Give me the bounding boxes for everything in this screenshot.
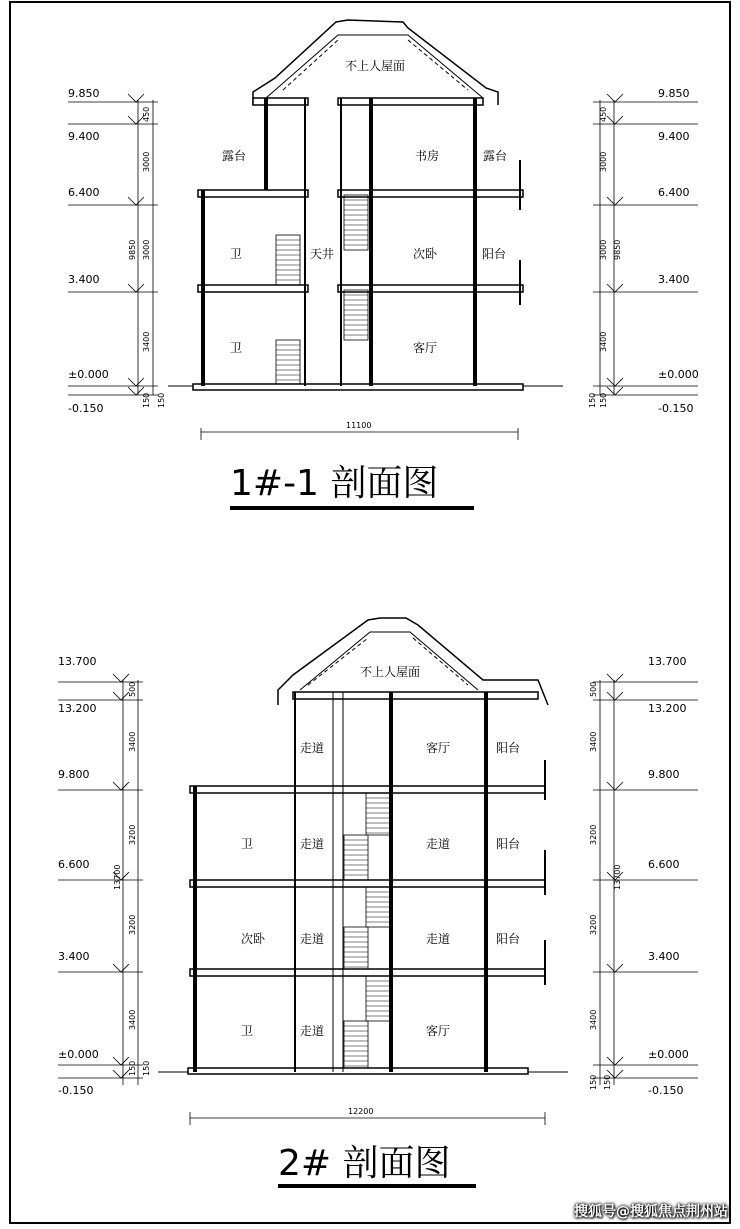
s2-dim-left-3: 3200 [128, 914, 137, 935]
s2-dim-left-7: 150 [142, 1060, 151, 1076]
s2-dim-right-0: 500 [589, 681, 598, 697]
s1-dim-left-2: 3000 [142, 239, 151, 260]
s1-dim-right-1: 3000 [599, 151, 608, 172]
s1-dim-right-3: 3400 [599, 331, 608, 352]
s2-room-corridor-1f: 走道 [300, 1024, 325, 1038]
s1-elev-left-2: 6.400 [68, 186, 100, 199]
s1-dim-left-1: 3000 [142, 151, 151, 172]
s2-dim-right-total: 13700 [613, 864, 622, 890]
s2-elev-left-2: 9.800 [58, 768, 90, 781]
s1-elev-right-0: 9.850 [658, 87, 690, 100]
s1-dim-right-total: 9850 [613, 239, 622, 260]
s2-room-bedroom-2f: 次卧 [241, 932, 266, 946]
s1-dim-left-4: 150 [142, 392, 151, 408]
s1-dim-left-total: 9850 [128, 239, 137, 260]
s2-room-balcony-3f: 阳台 [496, 837, 521, 851]
s2-dim-right-3: 3200 [589, 914, 598, 935]
s2-dim-left-2: 3200 [128, 824, 137, 845]
s2-elev-right-4: 3.400 [648, 950, 680, 963]
s1-elev-left-0: 9.850 [68, 87, 100, 100]
s2-room-corridor-3f-b: 走道 [426, 837, 451, 851]
s2-room-corridor-2f-b: 走道 [426, 932, 451, 946]
s2-elev-right-2: 9.800 [648, 768, 680, 781]
s2-dim-right-1: 3400 [589, 731, 598, 752]
s2-dim-right-5: 150 [589, 1074, 598, 1090]
s2-total-width: 12200 [348, 1107, 374, 1116]
s2-dim-right-2: 3200 [589, 824, 598, 845]
s2-dim-left-5: 150 [128, 1060, 137, 1076]
s1-room-bath-2f: 卫 [230, 247, 243, 261]
s1-room-study: 书房 [415, 149, 440, 163]
s1-room-atrium: 天井 [310, 247, 335, 261]
s1-dim-left-6: 150 [157, 392, 166, 408]
s2-elev-right-1: 13.200 [648, 702, 687, 715]
s1-dim-left-0: 450 [142, 106, 151, 122]
watermark: 搜狐号@搜狐焦点荆州站 [574, 1204, 728, 1220]
s2-elev-left-4: 3.400 [58, 950, 90, 963]
s1-elev-left-1: 9.400 [68, 130, 100, 143]
s1-title: 1#-1 剖面图 [230, 463, 439, 504]
s1-elev-right-5: -0.150 [658, 402, 694, 415]
s2-elev-right-0: 13.700 [648, 655, 687, 668]
s1-dim-right-0: 450 [599, 106, 608, 122]
s1-elev-left-4: ±0.000 [68, 368, 109, 381]
s1-dim-left-3: 3400 [142, 331, 151, 352]
section-1-drawing [68, 20, 698, 508]
s2-elev-right-5: ±0.000 [648, 1048, 689, 1061]
s2-dim-left-0: 500 [128, 681, 137, 697]
s1-room-bath-1f: 卫 [230, 341, 243, 355]
s2-title: 2# 剖面图 [278, 1143, 451, 1184]
s2-elev-left-0: 13.700 [58, 655, 97, 668]
s1-room-second-bedroom: 次卧 [413, 247, 438, 261]
s2-elev-left-5: ±0.000 [58, 1048, 99, 1061]
drawing-frame [8, 0, 732, 1225]
s1-elev-right-4: ±0.000 [658, 368, 699, 381]
s2-dim-left-4: 3400 [128, 1009, 137, 1030]
s2-elev-left-1: 13.200 [58, 702, 97, 715]
s2-room-balcony-2f: 阳台 [496, 932, 521, 946]
s2-dim-left-total: 13700 [113, 864, 122, 890]
s2-elev-right-3: 6.600 [648, 858, 680, 871]
s2-room-living-1f: 客厅 [426, 1024, 451, 1038]
s1-elev-right-1: 9.400 [658, 130, 690, 143]
s1-roof-label: 不上人屋面 [345, 59, 406, 73]
s2-dim-left-1: 3400 [128, 731, 137, 752]
s2-room-balcony-4f: 阳台 [496, 741, 521, 755]
s2-room-bath-3f: 卫 [241, 837, 254, 851]
s2-roof-label: 不上人屋面 [360, 665, 421, 679]
s1-room-living: 客厅 [413, 341, 438, 355]
s2-room-corridor-2f-a: 走道 [300, 932, 325, 946]
s1-room-terrace-right: 露台 [483, 149, 508, 163]
s1-elev-right-2: 6.400 [658, 186, 690, 199]
s1-total-width: 11100 [346, 421, 372, 430]
s1-dim-right-4: 150 [599, 392, 608, 408]
s2-dim-right-7: 150 [603, 1074, 612, 1090]
s1-elev-right-3: 3.400 [658, 273, 690, 286]
s1-elev-left-3: 3.400 [68, 273, 100, 286]
section-2-drawing [58, 618, 698, 1186]
s2-dim-right-4: 3400 [589, 1009, 598, 1030]
s2-room-bath-1f: 卫 [241, 1024, 254, 1038]
s1-dim-right-6: 150 [588, 392, 597, 408]
s2-elev-left-6: -0.150 [58, 1084, 94, 1097]
s1-room-terrace-left: 露台 [222, 149, 247, 163]
s1-elev-left-5: -0.150 [68, 402, 104, 415]
s2-elev-right-6: -0.150 [648, 1084, 684, 1097]
s2-room-corridor-4f: 走道 [300, 741, 325, 755]
s1-room-balcony: 阳台 [482, 247, 507, 261]
s2-elev-left-3: 6.600 [58, 858, 90, 871]
s2-room-corridor-3f-a: 走道 [300, 837, 325, 851]
s1-dim-right-2: 3000 [599, 239, 608, 260]
s2-room-living-4f: 客厅 [426, 741, 451, 755]
